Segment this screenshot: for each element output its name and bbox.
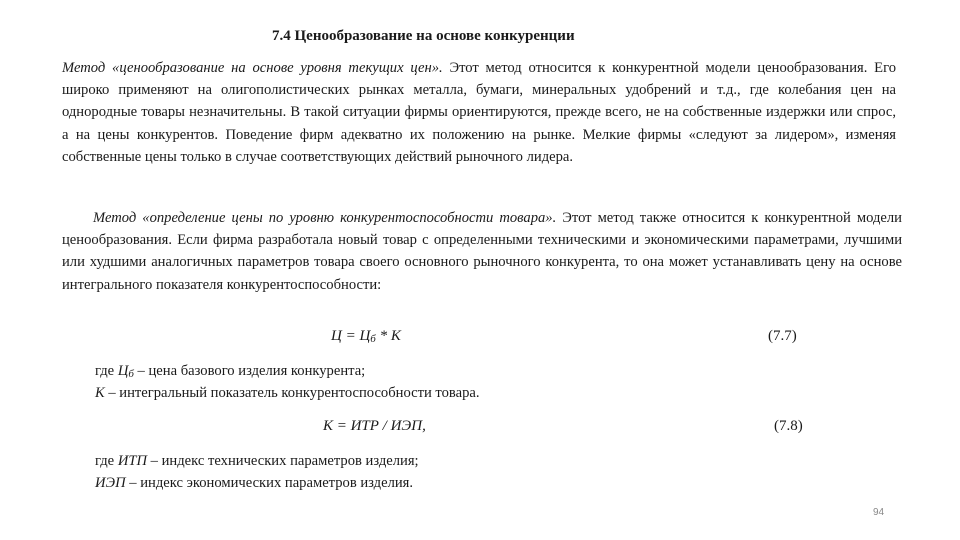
definition-text: – индекс экономических параметров изделия.: [125, 475, 414, 491]
definition-text: – цена базового изделия конкурента;: [133, 363, 366, 379]
definition-symbol: ИТП: [117, 453, 148, 469]
formula-number-7-8: (7.8): [774, 418, 803, 434]
definition-text: – индекс технических параметров изделия;: [147, 453, 419, 469]
definition-symbol: К: [95, 385, 105, 401]
definition-economic-index: [95, 475, 413, 492]
definition-symbol: ИЭП: [95, 475, 126, 491]
method-name-current-prices: Метод «ценообразование на основе уровня текущих цен».: [62, 60, 443, 76]
formula-7-7: [331, 328, 401, 345]
paragraph-competitiveness-method: [62, 207, 902, 296]
definition-prefix: где: [95, 453, 118, 469]
page-title: 7.4 Ценообразование на основе конкуренции: [272, 28, 575, 44]
definition-integral-index: [95, 385, 480, 402]
definition-text: – интегральный показатель конкурентоспособности товара.: [104, 385, 480, 401]
formula-lhs: Ц = Ц: [331, 328, 371, 344]
formula-number-7-7: (7.7): [768, 328, 797, 344]
formula-rhs: * К: [375, 328, 401, 344]
definition-subscript: б: [128, 368, 134, 380]
definition-symbol: Ц: [117, 363, 129, 379]
page-number: 94: [873, 507, 885, 518]
definition-base-price: [95, 363, 365, 380]
definition-prefix: где: [95, 363, 118, 379]
paragraph-text: Этот метод также относится к конкурентной модели ценообразования. Если фирма разработала новый товар с определенными техническими и экономическими параметрами, лучшими или худшими аналогичных параметров товара своего основного рыночного конкурента, то она может устанавливать цену на основе интегрального показателя конкурентоспособности:: [62, 210, 902, 293]
paragraph-current-prices-method: [62, 57, 896, 168]
method-name-competitiveness: Метод «определение цены по уровню конкурентоспособности товара».: [93, 210, 557, 226]
definition-technical-index: [95, 453, 419, 470]
formula-subscript: б: [370, 333, 376, 345]
formula-7-8: К = ИТР / ИЭП,: [323, 418, 426, 434]
paragraph-text: Этот метод относится к конкурентной модели ценообразования. Его широко применяют на олигополистических рынках металла, бумаги, минеральных удобрений и т.д., где колебания цен на однородные товары незначительны. В такой ситуации фирмы ориентируются, прежде всего, не на собственные издержки или спрос, а на цены конкурентов. Поведение фирм адекватно их положению на рынке. Мелкие фирмы «следуют за лидером», изменяя собственные цены только в случае соответствующих действий рыночного лидера.: [62, 60, 896, 165]
